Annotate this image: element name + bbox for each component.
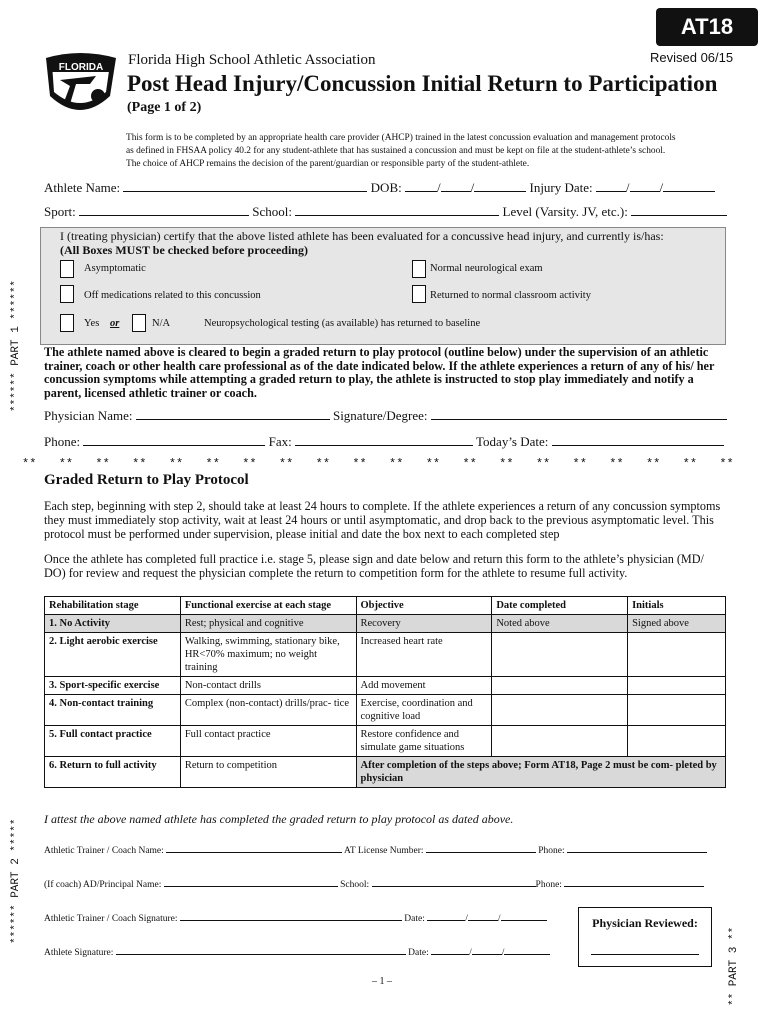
objective-cell: Exercise, coordination and cognitive load xyxy=(356,695,492,726)
trainer-date-label: Date: xyxy=(404,914,425,924)
trainer-date-year[interactable] xyxy=(501,912,547,921)
ad-info-row xyxy=(44,878,704,890)
neuro-exam-label: Normal neurological exam xyxy=(430,263,543,274)
exercise-cell: Rest; physical and cognitive xyxy=(180,615,356,633)
classroom-label: Returned to normal classroom activity xyxy=(430,290,591,301)
physician-reviewed-label: Physician Reviewed: xyxy=(592,916,698,930)
form-code-badge: AT18 xyxy=(656,8,758,46)
trainer-signature-label: Athletic Trainer / Coach Signature: xyxy=(44,914,178,924)
exercise-cell: Walking, swimming, stationary bike, HR<70% maximum; no weight training xyxy=(180,633,356,677)
completion-note-cell: After completion of the steps above; Form AT18, Page 2 must be com- pleted by physician xyxy=(356,757,725,788)
star-mark: ** xyxy=(278,457,294,471)
date-cell: Noted above xyxy=(492,615,628,633)
page-indicator: (Page 1 of 2) xyxy=(127,100,202,115)
phone-field[interactable] xyxy=(83,434,265,446)
signature-field[interactable] xyxy=(431,408,727,420)
star-mark: ** xyxy=(389,457,404,471)
trainer-phone-field[interactable] xyxy=(567,844,707,853)
contact-row xyxy=(44,434,724,450)
star-mark: ** xyxy=(499,457,514,471)
physician-row xyxy=(44,408,727,424)
star-mark: ** xyxy=(572,457,587,471)
school-label: School: xyxy=(252,204,293,219)
or-label: or xyxy=(110,318,120,329)
physician-name-field[interactable] xyxy=(136,408,330,420)
dob-month-field[interactable] xyxy=(405,180,437,192)
fhsaa-logo xyxy=(40,50,120,124)
athlete-date-month[interactable] xyxy=(431,946,469,955)
star-mark: ** xyxy=(315,457,331,471)
na-label: N/A xyxy=(152,318,171,329)
trainer-date-month[interactable] xyxy=(427,912,465,921)
athlete-date-day[interactable] xyxy=(472,946,502,955)
ad-school-field[interactable] xyxy=(372,878,536,887)
revised-date: Revised 06/15 xyxy=(650,50,734,65)
athlete-signature-label: Athlete Signature: xyxy=(44,948,114,958)
sport-field[interactable] xyxy=(79,204,249,216)
form-title: Post Head Injury/Concussion Initial Return to Participation xyxy=(127,71,718,96)
dob-day-field[interactable] xyxy=(441,180,471,192)
injury-day-field[interactable] xyxy=(630,180,660,192)
table-row xyxy=(45,677,726,695)
ad-school-label: School: xyxy=(340,880,370,890)
stage-cell: 5. Full contact practice xyxy=(45,726,181,757)
star-mark: ** xyxy=(58,457,74,471)
star-mark: ** xyxy=(22,457,37,471)
star-mark: ** xyxy=(462,457,477,471)
stage-cell: 4. Non-contact training xyxy=(45,695,181,726)
table-row xyxy=(45,615,726,633)
initials-cell[interactable] xyxy=(628,695,726,726)
star-mark: ** xyxy=(352,457,367,471)
athlete-name-field[interactable] xyxy=(123,180,367,192)
medications-label: Off medications related to this concussion xyxy=(84,290,261,301)
physician-reviewed-box xyxy=(578,907,712,967)
dob-year-field[interactable] xyxy=(474,180,526,192)
dob-label: DOB: xyxy=(370,180,402,195)
objective-cell: Add movement xyxy=(356,677,492,695)
athlete-date-label: Date: xyxy=(408,948,429,958)
certify-statement: I (treating physician) certify that the above listed athlete has been evaluated for a concussive head injury, and currently is/has: xyxy=(60,229,664,243)
intro-line: The choice of AHCP remains the decision of the parent/guardian or responsible party of the student-athlete. xyxy=(126,159,530,169)
athlete-signature-row xyxy=(44,946,550,958)
star-mark: ** xyxy=(535,457,551,471)
todays-date-field[interactable] xyxy=(552,434,724,446)
initials-cell: Signed above xyxy=(628,615,726,633)
star-mark: ** xyxy=(682,457,698,471)
level-field[interactable] xyxy=(631,204,727,216)
ad-phone-label: Phone: xyxy=(535,880,562,890)
star-mark: ** xyxy=(609,457,624,471)
medications-checkbox[interactable] xyxy=(60,285,74,303)
slash: / xyxy=(470,180,475,195)
protocol-table xyxy=(44,596,726,788)
athlete-signature-field[interactable] xyxy=(116,946,406,955)
slash: / xyxy=(436,180,441,195)
exercise-cell: Complex (non-contact) drills/prac- tice xyxy=(180,695,356,726)
trainer-name-field[interactable] xyxy=(166,844,342,853)
star-mark: ** xyxy=(132,457,147,471)
signature-label: Signature/Degree: xyxy=(332,408,428,423)
objective-cell: Increased heart rate xyxy=(356,633,492,677)
star-mark: ** xyxy=(645,457,661,471)
initials-cell[interactable] xyxy=(628,677,726,695)
yes-label: Yes xyxy=(84,318,100,329)
asymptomatic-checkbox[interactable] xyxy=(60,260,74,278)
phone-label: Phone: xyxy=(44,434,81,449)
school-field[interactable] xyxy=(295,204,499,216)
table-row xyxy=(45,757,726,788)
date-cell[interactable] xyxy=(492,677,628,695)
neuropsych-label: Neuropsychological testing (as available) has returned to baseline xyxy=(204,318,481,329)
objective-cell: Restore confidence and simulate game situations xyxy=(356,726,492,757)
star-mark: ** xyxy=(719,457,734,471)
stage-cell: 6. Return to full activity xyxy=(45,757,181,788)
physician-name-label: Physician Name: xyxy=(44,408,133,423)
sport-info-row xyxy=(44,204,727,220)
date-cell[interactable] xyxy=(492,726,628,757)
athlete-date-year[interactable] xyxy=(504,946,550,955)
ad-phone-field[interactable] xyxy=(564,878,704,887)
trainer-name-label: Athletic Trainer / Coach Name: xyxy=(44,846,164,856)
table-row xyxy=(45,633,726,677)
exercise-cell: Return to competition xyxy=(180,757,356,788)
header-initials: Initials xyxy=(628,597,726,615)
slash: / xyxy=(659,180,664,195)
level-label: Level (Varsity. JV, etc.): xyxy=(502,204,628,219)
star-mark: ** xyxy=(242,457,257,471)
star-divider xyxy=(22,457,734,471)
header-date-completed: Date completed xyxy=(492,597,628,615)
exercise-cell: Full contact practice xyxy=(180,726,356,757)
date-cell[interactable] xyxy=(492,633,628,677)
injury-month-field[interactable] xyxy=(596,180,626,192)
intro-line: This form is to be completed by an appropriate health care provider (AHCP) trained in the latest concussion evaluation and management protocols xyxy=(126,133,676,143)
page-number: – 1 – xyxy=(372,976,392,987)
slash: / xyxy=(625,180,630,195)
protocol-instructions: Each step, beginning with step 2, should take at least 24 hours to complete. If the athlete experiences a return of any concussion symptoms they must immediately stop activity, wait at least 24 hours or until asymptomatic, and drop back to the previous asymptomatic level. This protocol must be performed under supervision, please initial and date the box next to each completed step xyxy=(44,499,721,541)
ad-name-field[interactable] xyxy=(164,878,338,887)
table-header-row xyxy=(45,597,726,615)
initials-cell[interactable] xyxy=(628,633,726,677)
table-row xyxy=(45,695,726,726)
intro-line: as defined in FHSAA policy 40.2 for any student-athlete that has sustained a concussion and must be kept on file at the student-athlete’s school. xyxy=(126,146,666,156)
star-mark: ** xyxy=(95,457,110,471)
fax-label: Fax: xyxy=(268,434,292,449)
athlete-name-label: Athlete Name: xyxy=(44,180,121,195)
protocol-title: Graded Return to Play Protocol xyxy=(44,472,249,488)
star-mark: ** xyxy=(425,457,441,471)
must-check-note: (All Boxes MUST be checked before proceeding) xyxy=(60,243,308,257)
table-row xyxy=(45,726,726,757)
header-objective: Objective xyxy=(356,597,492,615)
exercise-cell: Non-contact drills xyxy=(180,677,356,695)
injury-date-label: Injury Date: xyxy=(529,180,593,195)
association-name: Florida High School Athletic Association xyxy=(128,52,376,68)
date-cell[interactable] xyxy=(492,695,628,726)
athlete-info-row xyxy=(44,180,715,196)
ad-name-label: (If coach) AD/Principal Name: xyxy=(44,880,162,890)
header-exercise: Functional exercise at each stage xyxy=(180,597,356,615)
part3-side-label: ** PART 3 ** xyxy=(728,926,740,1006)
asymptomatic-label: Asymptomatic xyxy=(84,263,146,274)
trainer-phone-label: Phone: xyxy=(538,846,565,856)
part1-side-label: ****** PART 1 ****** xyxy=(10,279,22,412)
sport-label: Sport: xyxy=(44,204,76,219)
stage-cell: 3. Sport-specific exercise xyxy=(45,677,181,695)
license-label: AT License Number: xyxy=(344,846,424,856)
trainer-signature-field[interactable] xyxy=(180,912,402,921)
fax-field[interactable] xyxy=(295,434,473,446)
trainer-info-row xyxy=(44,844,707,856)
slash: / xyxy=(465,914,468,924)
physician-reviewed-field[interactable] xyxy=(591,954,699,955)
part2-side-label: ****** PART 2 ***** xyxy=(10,818,22,944)
objective-cell: Recovery xyxy=(356,615,492,633)
star-mark: ** xyxy=(168,457,184,471)
trainer-date-day[interactable] xyxy=(468,912,498,921)
logo-text: FLORIDA xyxy=(58,62,104,73)
certification-text xyxy=(60,229,720,257)
slash: / xyxy=(469,948,472,958)
slash: / xyxy=(497,914,501,924)
protocol-completion-note: Once the athlete has completed full practice i.e. stage 5, please sign and date below and return this form to the athlete’s physician (MD/ DO) for review and request the physician complete the return to competition form for the athlete to resume full activity. xyxy=(44,552,704,580)
slash: / xyxy=(501,948,505,958)
todays-date-label: Today’s Date: xyxy=(476,434,549,449)
trainer-signature-row xyxy=(44,912,547,924)
neuropsych-na-checkbox[interactable] xyxy=(132,314,146,332)
intro-text xyxy=(126,132,726,171)
star-mark: ** xyxy=(205,457,220,471)
stage-cell: 2. Light aerobic exercise xyxy=(45,633,181,677)
attestation-statement: I attest the above named athlete has completed the graded return to play protocol as dated above. xyxy=(44,812,514,826)
neuropsych-checkbox[interactable] xyxy=(60,314,74,332)
neuro-exam-checkbox[interactable] xyxy=(412,260,426,278)
stage-cell: 1. No Activity xyxy=(45,615,181,633)
license-field[interactable] xyxy=(426,844,536,853)
classroom-checkbox[interactable] xyxy=(412,285,426,303)
clearance-statement: The athlete named above is cleared to begin a graded return to play protocol (outline below) under the supervision of an athletic trainer, coach or other health care professional as of the date indicated below. If the athlete experiences a return of any of his/ her concussion symptoms while attempting a graded return to play, the athlete is instructed to stop play immediately and notify a parent, licensed athletic trainer or coach. xyxy=(44,345,715,400)
header-rehab-stage: Rehabilitation stage xyxy=(45,597,181,615)
injury-year-field[interactable] xyxy=(663,180,715,192)
initials-cell[interactable] xyxy=(628,726,726,757)
